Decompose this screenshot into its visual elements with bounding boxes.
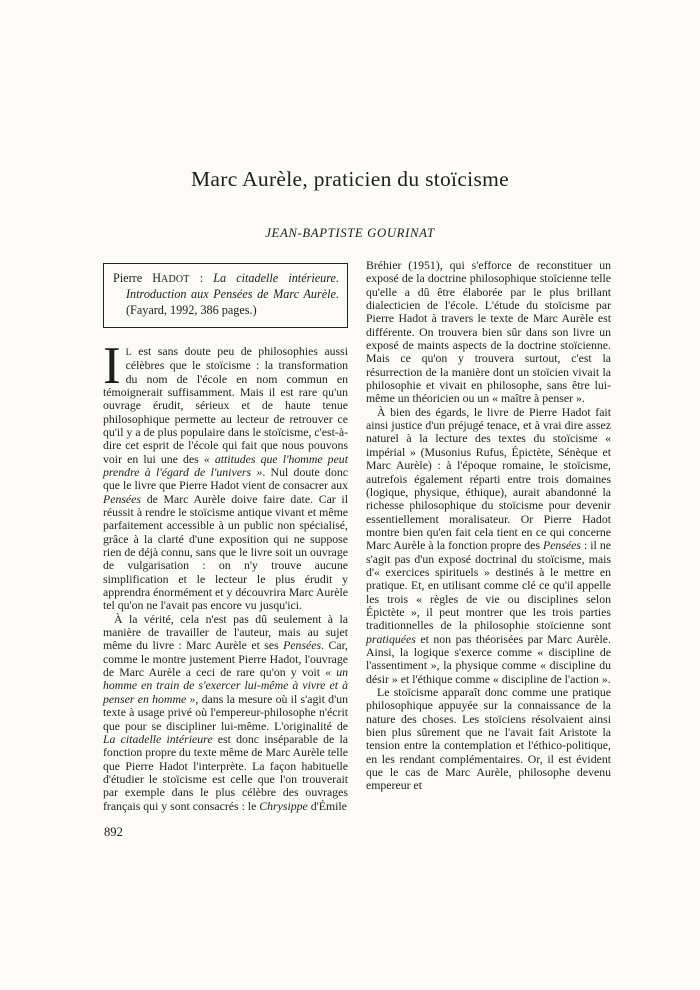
text-segment-roman: : il ne s'agit pas d'un exposé doctrinal du stoïcisme, mais d'« exercices spirituels » destinés à le mettre en pratique. Et, en utilisant comme clé ce qu'il appelle les trois « règles de vie ou disciplines selon Épictète », il peut montrer que les trois parties traditionnelles de la philosophie stoïcienne sont — [366, 538, 611, 633]
text-segment-roman: est sans doute peu de philosophies aussi célèbres que le stoïcisme : la transformation du nom de l'école en nom commun en témoignerait suffisamment. Mais il est rare qu'un ouvrage érudit, sérieux et de haute tenue philosophique permette au lecteur de retrouver ce qu'il y a de plus populaire dans le stoïcisme, c'est-à-dire cet esprit de l'école qui fait que nous pouvons voir en lui une des — [103, 343, 348, 466]
text-segment-dropcap: I — [103, 336, 121, 395]
text-segment-roman: Le stoïcisme apparaît donc comme une pratique philosophique appuyée sur la connaissance de la nature des choses. Les stoïciens résolvaient ainsi bien plus sûrement que ne l'avait fait Aristote la tension entre la contemplation et l'éthico-politique, en les rendant complémentaires. Or, il est évident que le cas de Marc Aurèle, philosophe devenu empereur et — [366, 685, 611, 793]
text-segment-roman: . Nul doute donc que le livre que Pierre Hadot vient de consacrer aux — [103, 464, 348, 493]
text-segment-italic: pratiquées — [366, 631, 416, 646]
article-title: Marc Aurèle, praticien du stoïcisme — [191, 167, 509, 191]
body-paragraph-1 — [103, 336, 348, 613]
text-segment-roman: . Car, comme le montre justement Pierre Hadot, l'ouvrage de Marc Aurèle a ceci de rare qu'on y voit — [103, 638, 348, 680]
text-segment-roman: d'Émile — [307, 798, 347, 813]
text-segment-italic: La citadelle intérieure. Introduction aux Pensées de Marc Aurèle. — [126, 271, 339, 302]
left-column — [103, 263, 348, 813]
text-segment-roman: , dans la mesure où il s'agit d'un texte à usage privé où l'empereur-philosophe n'écrit que pour se discipliner lui-même. L'originalité de — [103, 691, 348, 733]
text-segment-italic: « attitudes que l'homme peut prendre à l'égard de l'univers » — [103, 451, 348, 479]
reference-box — [103, 263, 348, 328]
text-segment-italic: La citadelle intérieure — [103, 731, 213, 746]
body-paragraph-4 — [366, 406, 611, 686]
text-segment-roman: : — [189, 271, 214, 285]
text-segment-roman: est donc inséparable de la fonction propre du texte même de Marc Aurèle telle que Pierre Hadot l'interprète. La façon habituelle d'étudier le stoïcisme est celle que l'on trouverait par exemple dans le plus célèbre des ouvrages français qui y sont consacrés : le — [103, 731, 349, 813]
text-segment-smallcaps: L — [125, 346, 132, 358]
reference-citation — [113, 271, 339, 318]
text-segment-roman: Bréhier (1951), qui s'efforce de reconstituer un exposé de la doctrine philosophique stoïcienne telle qu'elle a dû être élaborée par le plus brillant dialecticien de l'école. L'étude du stoïcisme par Pierre Hadot à travers le texte de Marc Aurèle est différente. On trouvera bien sûr dans son livre un exposé de maints aspects de la doctrine stoïcienne. Mais ce qu'on y trouvera surtout, c'est la résurrection de la manière dont un stoïcien vivait la philosophie et vivait en philosophe, sans être lui-même un théoricien ou un « maître à penser ». — [366, 258, 611, 406]
text-segment-italic: Pensées — [283, 638, 322, 653]
right-column — [366, 259, 611, 793]
text-segment-italic: Chrysippe — [259, 798, 308, 813]
text-segment-roman: de Marc Aurèle doive faire date. Car il réussit à rendre le stoïcisme antique vivant et même parfaitement accessible à un public non spécialisé, grâce à la clarté d'une exposition qui ne suppose rien de déjà connu, sans que le livre soit un ouvrage de vulgarisation : on n'y trouve aucune simplification et le lecteur le plus érudit y apprendra énormément et y découvrira Marc Aurèle tel qu'on ne l'avait pas encore vu jusqu'ici. — [103, 491, 348, 613]
text-segment-italic: « un homme en train de s'exercer lui-même à vivre et à penser en homme » — [103, 665, 348, 706]
page-number: 892 — [104, 825, 123, 839]
text-segment-roman: À la vérité, cela n'est pas dû seulement à la manière de travailler de l'auteur, mais au sujet même du livre : Marc Aurèle et ses — [103, 611, 348, 653]
body-paragraph-3 — [366, 259, 611, 406]
text-segment-roman: À bien des égards, le livre de Pierre Hadot fait ainsi justice d'un préjugé tenace, et à vrai dire assez naturel à la lecture des textes du stoïcisme « impérial » (Musonius Rufus, Épictète, Sénèque et Marc Aurèle) : à l'époque romaine, le stoïcisme, autrefois également réparti entre trois domaines (logique, physique, éthique), aurait abandonné la richesse philosophique du stoïcisme pour devenir essentiellement moralisateur. Or Pierre Hadot montre bien qu'en fait cela tient en ce qui concerne Marc Aurèle à la fonction propre des — [366, 404, 611, 553]
text-segment-italic: Pensées — [103, 491, 141, 506]
article-author: JEAN-BAPTISTE GOURINAT — [265, 226, 435, 240]
text-segment-smallcaps: ADOT — [161, 274, 190, 285]
body-paragraph-2 — [103, 613, 348, 813]
body-paragraph-5 — [366, 686, 611, 793]
text-segment-roman: et non pas théorisées par Marc Aurèle. Ainsi, la logique s'exerce comme « discipline de l'assentiment », la physique comme « discipline du désir » et l'éthique comme « discipline de l'action ». — [366, 631, 611, 686]
text-segment-italic: Pensées — [542, 538, 581, 553]
text-segment-roman: Pierre H — [113, 271, 162, 285]
text-segment-roman: (Fayard, 1992, 386 pages.) — [126, 302, 257, 317]
